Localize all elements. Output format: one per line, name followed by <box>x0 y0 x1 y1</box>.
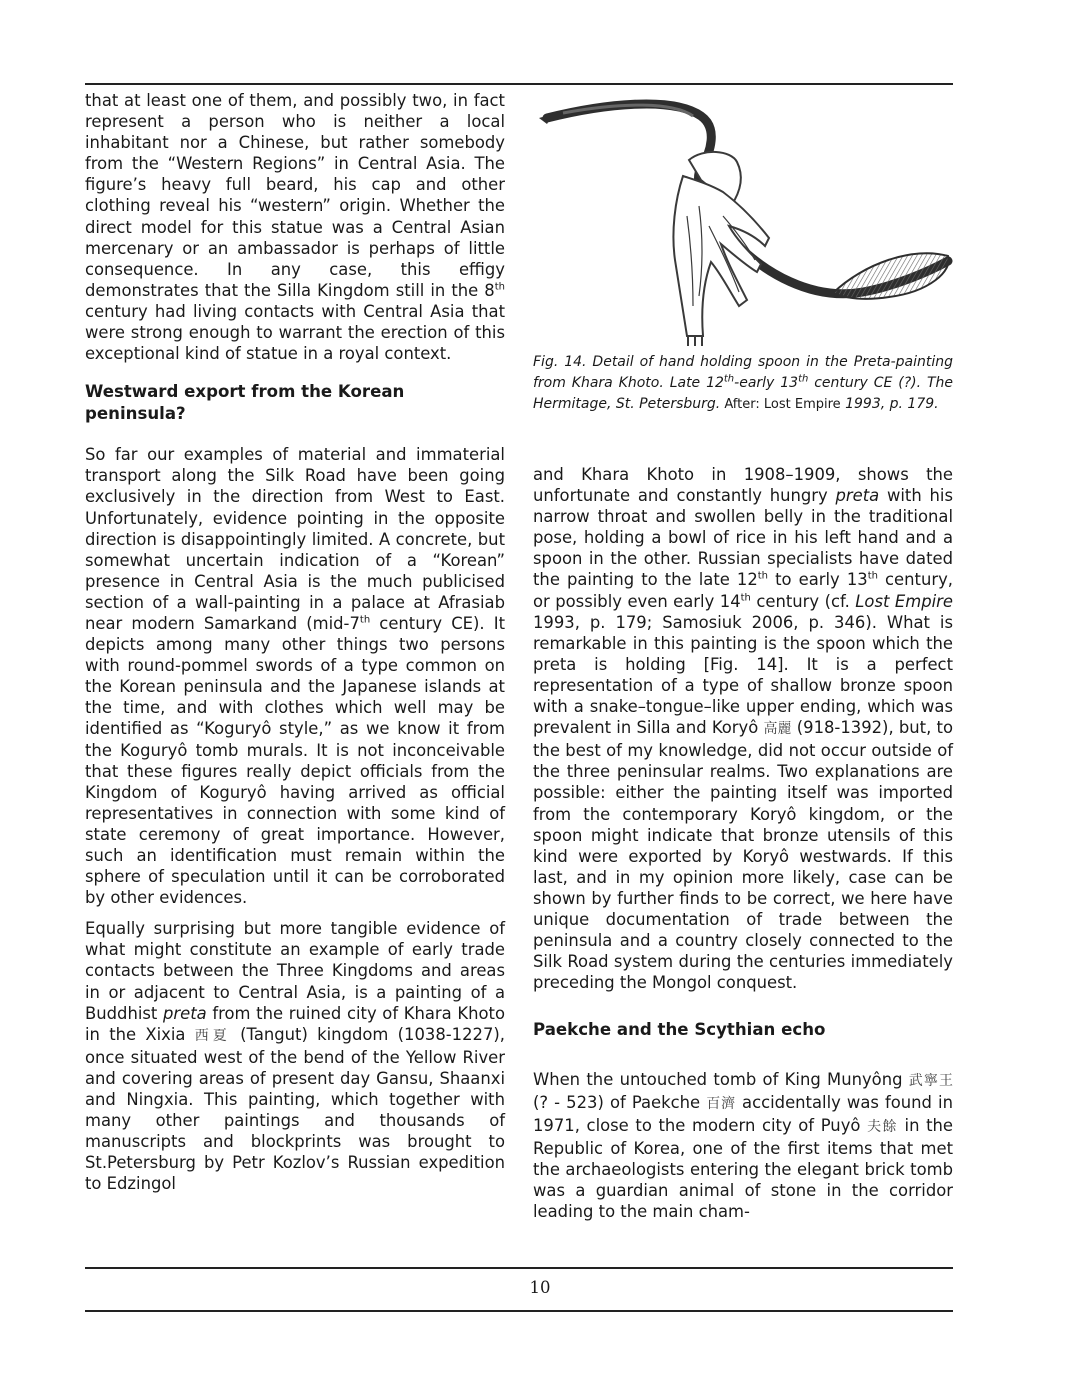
section-heading-westward-export: Westward export from the Korean peninsula? <box>85 382 405 423</box>
page-number: 10 <box>529 1278 551 1297</box>
hand-holding-spoon-drawing <box>533 96 953 346</box>
left-paragraph-3: Equally surprising but more tangible evidence of what might constitute an example of early trade contacts between the Three Kingdoms and areas in or adjacent to Central Asia, is a painting of a Buddhist preta from the ruined city of Khara Khoto in the Xixia 西夏 (Tangut) kingdom (1038-1227), once situated west of the bend of the Yellow River and covering areas of present day Gansu, Shaanxi and Ningxia. This painting, which together with many other paintings and thousands of manuscripts and blockprints was brought to St.Petersburg by Petr Kozlov’s Russian expedition to Edzingol <box>85 919 505 1194</box>
left-paragraph-1: that at least one of them, and possibly two, in fact represent a person who is neither a local inhabitant nor a Chinese, but rather somebody from the “Western Regions” in Central Asia. The figure’s heavy full beard, his cap and other clothing reveal his “western” origin. Whether the direct model for this statue was a Central Asian mercenary or an ambassador is perhaps of little consequence. In any case, this effigy demonstrates that the Silla Kingdom still in the 8th century had living contacts with Central Asia that were strong enough to warrant the erection of this exceptional kind of statue in a royal context. <box>85 91 505 364</box>
footer-rule-bottom <box>85 1310 953 1312</box>
right-paragraph-2: When the untouched tomb of King Munyông 武寧王 (? - 523) of Paekche 百濟 accidentally was found in 1971, close to the modern city of Puyô 夫餘 in the Republic of Korea, one of the first items that met the archaeologists entering the elegant brick tomb was a guardian animal of stone in the corridor leading to the main cham- <box>533 1069 954 1222</box>
footer-rule-top <box>85 1267 953 1269</box>
figure-14-caption: Fig. 14. Detail of hand holding spoon in the Preta-painting from Khara Khoto. Late 12th-early 13th century CE (?). The Hermitage, St. Petersburg. After: Lost Empire 1993, p. 179. <box>533 354 953 412</box>
right-paragraph-1: and Khara Khoto in 1908–1909, shows the unfortunate and constantly hungry preta with his narrow throat and swollen belly in the traditional pose, holding a bowl of rice in his left hand and a spoon in the other. Russian specialists have dated the painting to the late 12th to early 13th century, or possibly even early 14th century (cf. Lost Empire 1993, p. 179; Samosiuk 2006, p. 346). What is remarkable in this painting is the spoon which the preta is holding [Fig. 14]. It is a perfect representation of a type of shallow bronze spoon with a snake–tongue–like upper ending, which was prevalent in Silla and Koryô 高麗 (918-1392), but, to the best of my knowledge, did not occur outside of the three peninsular realms. Two explanations are possible: either the painting itself was imported from the contemporary Koryô kingdom, or the spoon might indicate that bronze utensils of this kind were exported by Koryô westwards. If this last, and in my opinion more likely, case can be shown by further finds to be correct, we here have unique documentation of trade between the peninsula and a country closely connected to the Silk Road system during the centuries immediately preceding the Mongol conquest. <box>533 465 953 993</box>
spoon-bowl <box>833 253 949 299</box>
right-column <box>533 464 953 1223</box>
left-column <box>85 90 505 1195</box>
top-rule <box>85 83 953 85</box>
left-paragraph-2: So far our examples of material and immaterial transport along the Silk Road have been going exclusively in the direction from West to East. Unfortunately, evidence pointing in the opposite direction is disappointingly limited. A concrete, but somewhat uncertain indication of a “Korean” presence in Central Asia is the much publicised section of a wall-painting in a palace at Afrasiab near modern Samarkand (mid-7th century CE). It depicts among many other things two persons with round-pommel swords of a type common on the Korean peninsula and the Japanese islands at the time, and with clothes which well may be identified as “Koguryô style,” as we know it from the Koguryô tomb murals. It is not inconceivable that these figures really depict officials from the Kingdom of Koguryô having arrived as official representatives in connection with some kind of state ceremony of great importance. However, such an identification must remain within the sphere of speculation until it can be corroborated by other evidences. <box>85 445 505 908</box>
section-heading-paekche: Paekche and the Scythian echo <box>533 1020 826 1040</box>
figure-14 <box>533 96 953 346</box>
wrist <box>688 336 702 346</box>
hand <box>673 152 769 336</box>
